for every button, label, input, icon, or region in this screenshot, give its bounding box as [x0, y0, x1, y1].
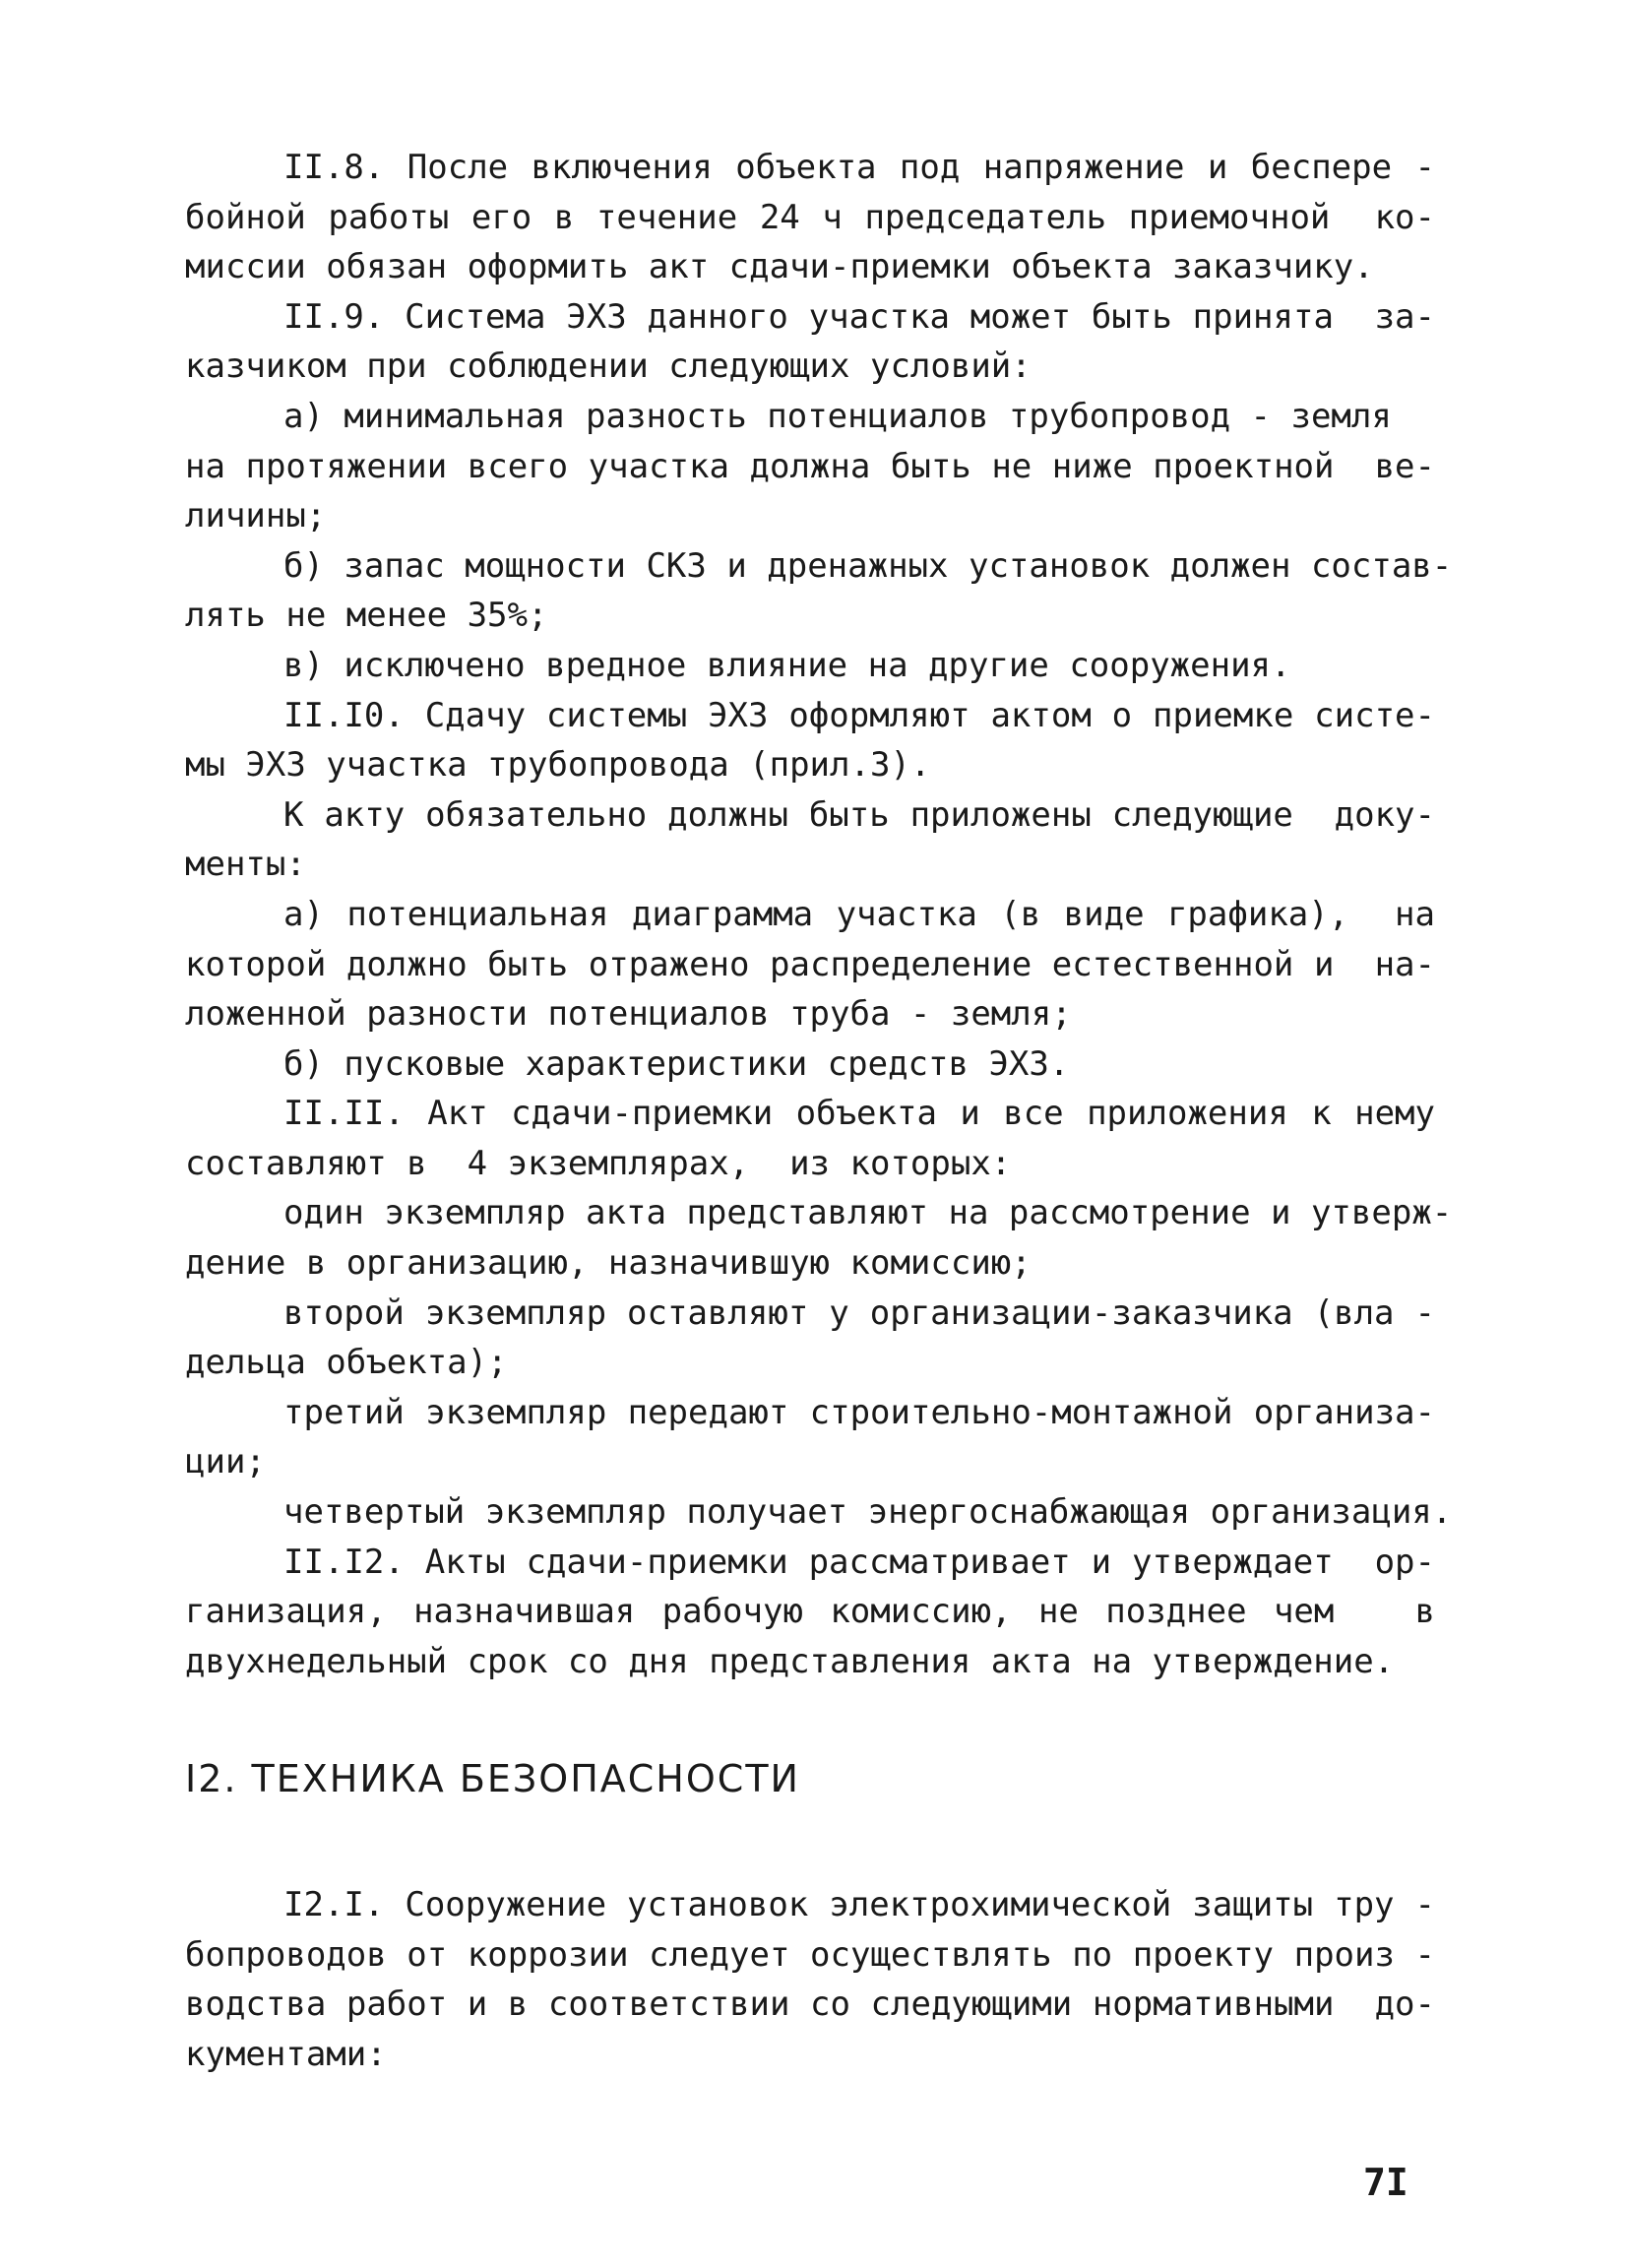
- text-line: второй экземпляр оставляют у организации-заказчика (вла -: [283, 1292, 1435, 1333]
- text-line: II.8. После включения объекта под напряжение и беспере -: [283, 148, 1435, 187]
- text-line: двухнедельный срок со дня представления акта на утверждение.: [185, 1641, 1395, 1681]
- text-line: которой должно быть отражено распределение естественной и на-: [185, 944, 1435, 984]
- text-line: лять не менее 35%;: [185, 596, 548, 636]
- text-line: в) исключено вредное влияние на другие сооружения.: [283, 645, 1291, 685]
- text-line: ганизация, назначившая рабочую комиссию, не позднее чем в: [185, 1592, 1435, 1632]
- text-line: казчиком при соблюдении следующих условий:: [185, 346, 1032, 387]
- text-line: б) пусковые характеристики средств ЭХЗ.: [283, 1043, 1070, 1084]
- text-line: а) минимальная разность потенциалов трубопровод - земля: [283, 396, 1392, 436]
- text-line: дение в организацию, назначившую комиссию;: [185, 1243, 1032, 1284]
- page-number: 7I: [1363, 2161, 1408, 2204]
- text-line: на протяжении всего участка должна быть не ниже проектной ве-: [185, 446, 1435, 486]
- section-12-text: [185, 1880, 1435, 2079]
- text-line: II.II. Акт сдачи-приемки объекта и все приложения к нему: [283, 1094, 1435, 1134]
- text-line: К акту обязательно должны быть приложены следующие доку-: [283, 794, 1435, 835]
- section-heading: I2. ТЕХНИКА БЕЗОПАСНОСТИ: [185, 1757, 800, 1800]
- text-line: II.9. Система ЭХЗ данного участка может быть принята за-: [283, 296, 1435, 337]
- text-line: бопроводов от коррозии следует осуществлять по проекту произ -: [185, 1934, 1435, 1975]
- text-line: ложенной разности потенциалов труба - земля;: [185, 994, 1072, 1035]
- text-line: ции;: [185, 1442, 266, 1482]
- text-line: II.I2. Акты сдачи-приемки рассматривает и утверждает ор-: [283, 1542, 1435, 1582]
- text-line: дельца объекта);: [185, 1343, 508, 1383]
- section-11-text: [185, 143, 1453, 1686]
- text-line: третий экземпляр передают строительно-монтажной организа-: [283, 1392, 1435, 1432]
- text-line: миссии обязан оформить акт сдачи-приемки объекта заказчику.: [185, 247, 1374, 287]
- text-line: I2.I. Сооружение установок электрохимической защиты тру -: [283, 1885, 1435, 1924]
- text-line: личины;: [185, 496, 327, 536]
- text-line: кументами:: [185, 2034, 387, 2074]
- text-line: четвертый экземпляр получает энергоснабжающая организация.: [283, 1492, 1453, 1533]
- text-line: б) запас мощности СКЗ и дренажных установок должен состав-: [283, 545, 1453, 586]
- text-line: II.I0. Сдачу системы ЭХЗ оформляют актом о приемке систе-: [283, 695, 1435, 735]
- text-line: один экземпляр акта представляют на рассмотрение и утверж-: [283, 1193, 1453, 1233]
- text-line: мы ЭХЗ участка трубопровода (прил.3).: [185, 745, 931, 786]
- text-line: бойной работы его в течение 24 ч председатель приемочной ко-: [185, 197, 1435, 237]
- text-line: водства работ и в соответствии со следующими нормативными до-: [185, 1984, 1435, 2025]
- text-line: а) потенциальная диаграмма участка (в виде графика), на: [283, 894, 1435, 934]
- text-line: составляют в 4 экземплярах, из которых:: [185, 1143, 1012, 1183]
- text-line: менты:: [185, 845, 306, 885]
